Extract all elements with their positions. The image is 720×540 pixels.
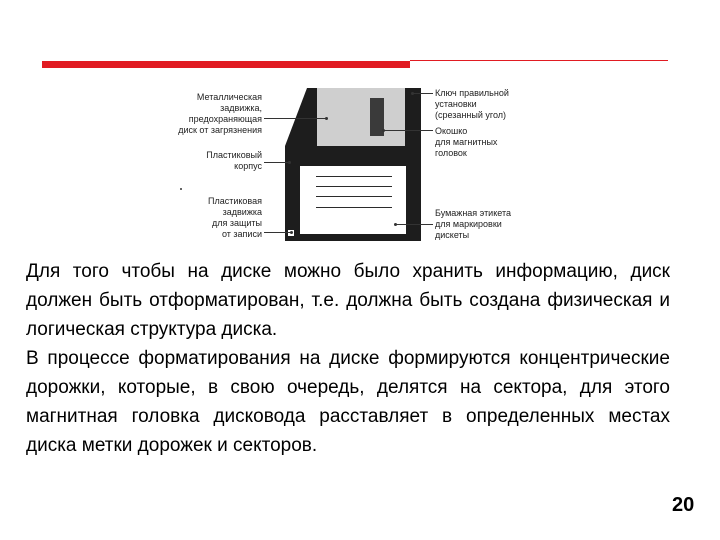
leader-dot	[394, 223, 397, 226]
callout-metal-shutter: Металлическая задвижка, предохраняющая диск от загрязнения	[178, 92, 262, 135]
body-text	[26, 257, 670, 460]
leader-dot	[288, 161, 291, 164]
leader-line	[383, 130, 433, 131]
leader-dot	[411, 92, 414, 95]
paragraph: В процессе форматирования на диске формируются концентрические дорожки, которые, в свою очередь, делятся на сектора, для этого магнитная головка дисковода расставляет в определенных местах диска метки дорожек и секторов.	[26, 348, 670, 456]
leader-line	[412, 93, 433, 94]
leader-dot	[290, 231, 293, 234]
leader-dot	[382, 129, 385, 132]
label-line	[316, 176, 392, 177]
leader-line	[264, 162, 289, 163]
metal-shutter	[317, 88, 405, 146]
title-accent-line	[410, 60, 668, 61]
callout-head-window: Окошко для магнитных головок	[435, 126, 498, 158]
label-line	[316, 207, 392, 208]
callout-write-protect: Пластиковая задвижка для защиты от записи	[208, 196, 262, 239]
callout-paper-label: Бумажная этикета для маркировки дискеты	[435, 208, 511, 240]
leader-dot	[325, 117, 328, 120]
paragraph: Для того чтобы на диске можно было хранить информацию, диск должен быть отформатирован, т.е. должна быть создана физическая и логическая структура диска.	[26, 261, 670, 340]
leader-line	[395, 224, 433, 225]
title-accent-bar	[42, 61, 410, 68]
stray-dot	[180, 188, 182, 190]
callout-plastic-case: Пластиковый корпус	[206, 150, 262, 171]
leader-line	[264, 232, 291, 233]
label-line	[316, 186, 392, 187]
leader-line	[264, 118, 326, 119]
callout-key-corner: Ключ правильной установки (срезанный угол)	[435, 88, 509, 120]
label-line	[316, 196, 392, 197]
floppy-disk-illustration	[285, 88, 421, 241]
cut-corner	[285, 88, 307, 146]
paper-label	[300, 166, 406, 234]
page-number: 20	[672, 494, 695, 516]
